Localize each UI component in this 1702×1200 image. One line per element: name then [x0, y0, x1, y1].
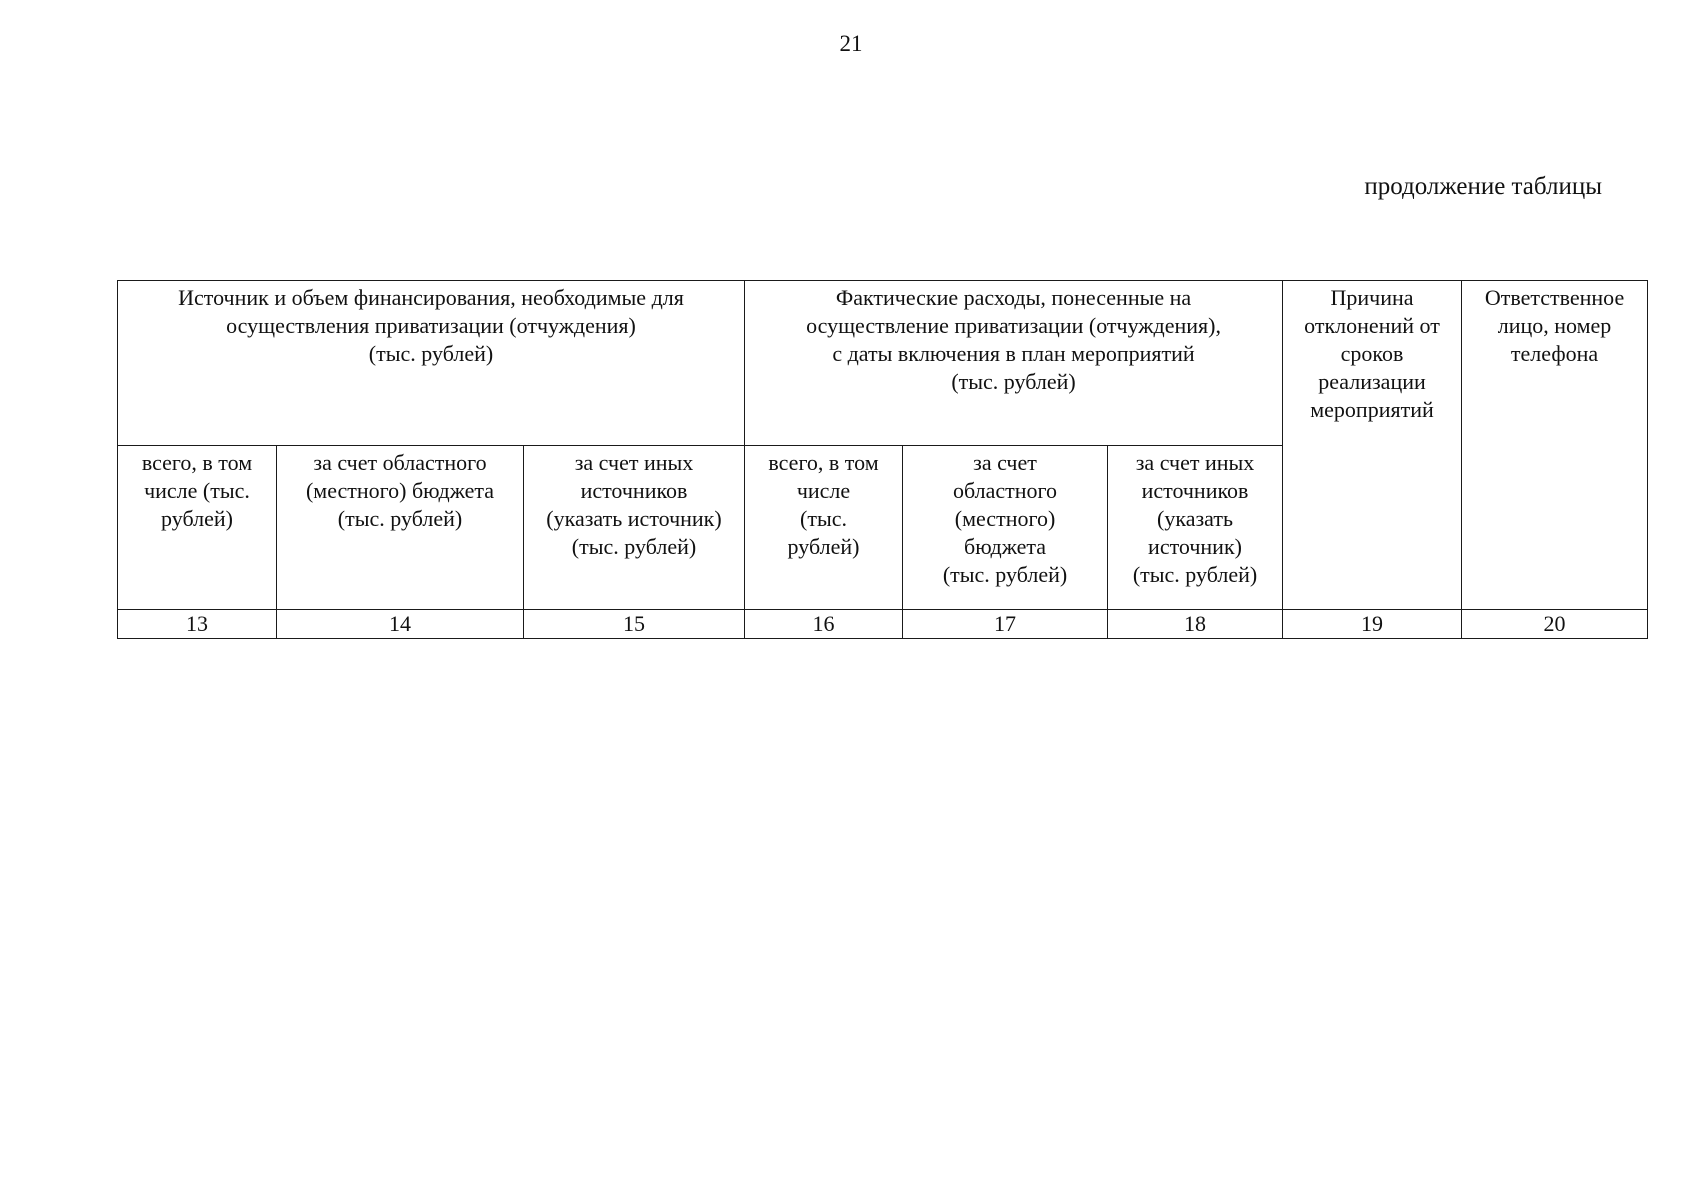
column-number: 18	[1108, 610, 1283, 639]
column-number: 16	[745, 610, 903, 639]
column-number: 13	[118, 610, 277, 639]
column-number: 20	[1462, 610, 1648, 639]
financing-other-sources-header: за счет иных источников (указать источник) (тыс. рублей)	[524, 446, 745, 610]
actual-regional-budget-header: за счет областного (местного) бюджета (тыс. рублей)	[903, 446, 1108, 610]
actual-expenses-group-header: Фактические расходы, понесенные на осуществление приватизации (отчуждения), с даты включения в план мероприятий (тыс. рублей)	[745, 281, 1283, 446]
financing-total-header: всего, в том числе (тыс. рублей)	[118, 446, 277, 610]
financing-group-header: Источник и объем финансирования, необходимые для осуществления приватизации (отчуждения) (тыс. рублей)	[118, 281, 745, 446]
deviation-reason-header: Причина отклонений от сроков реализации мероприятий	[1283, 281, 1462, 610]
column-number: 14	[277, 610, 524, 639]
column-number: 17	[903, 610, 1108, 639]
page-number: 21	[839, 31, 863, 56]
financing-table	[117, 280, 1648, 639]
column-number: 19	[1283, 610, 1462, 639]
actual-total-header: всего, в том числе (тыс. рублей)	[745, 446, 903, 610]
table-header-row	[118, 281, 1648, 446]
table-continuation-label: продолжение таблицы	[1364, 173, 1602, 200]
responsible-person-header: Ответственное лицо, номер телефона	[1462, 281, 1648, 610]
column-numbers-row	[118, 610, 1648, 639]
financing-regional-budget-header: за счет областного (местного) бюджета (тыс. рублей)	[277, 446, 524, 610]
column-number: 15	[524, 610, 745, 639]
actual-other-sources-header: за счет иных источников (указать источник) (тыс. рублей)	[1108, 446, 1283, 610]
